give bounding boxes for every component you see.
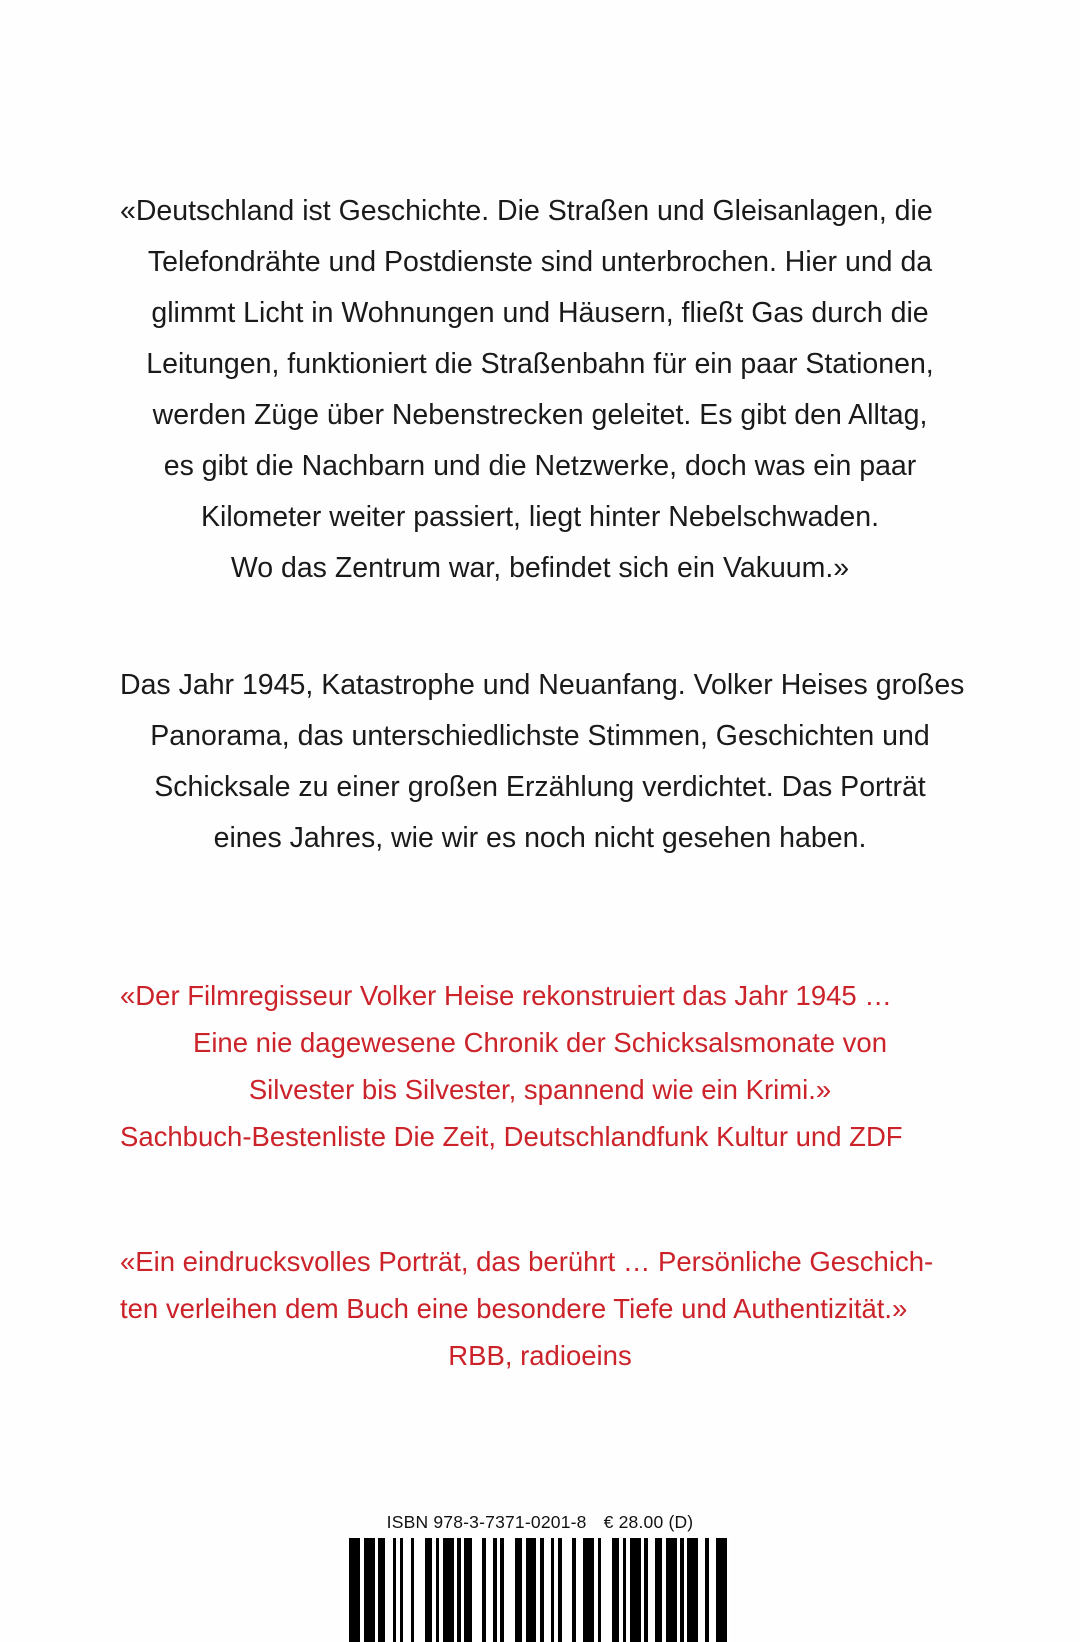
press-quote-line: «Der Filmregisseur Volker Heise rekonstruiert das Jahr 1945 … bbox=[120, 980, 892, 1011]
press-quote-line: Eine nie dagewesene Chronik der Schicksalsmonate von bbox=[192, 1027, 887, 1058]
blurb-description-line: Schicksale zu einer großen Erzählung verdichtet. Das Porträt bbox=[154, 771, 926, 803]
press-source-1: Sachbuch-Bestenliste Die Zeit, Deutschlandfunk Kultur und ZDF bbox=[120, 1121, 903, 1152]
price-label: € 28.00 (D) bbox=[603, 1512, 694, 1532]
press-quote-line: «Ein eindrucksvolles Porträt, das berührt … Persönliche Geschich- bbox=[120, 1246, 934, 1277]
isbn-number: ISBN 978-3-7371-0201-8 bbox=[386, 1512, 587, 1532]
press-quote-line: Silvester bis Silvester, spannend wie ein Krimi.» bbox=[248, 1074, 832, 1105]
blurb-quote-line: «Deutschland ist Geschichte. Die Straßen und Gleisanlagen, die bbox=[120, 195, 933, 227]
blurb-quote bbox=[120, 186, 960, 594]
blurb-quote-line: glimmt Licht in Wohnungen und Häusern, fließt Gas durch die bbox=[151, 297, 929, 329]
blurb-description bbox=[120, 660, 965, 864]
blurb-quote-line: Kilometer weiter passiert, liegt hinter Nebelschwaden. bbox=[201, 501, 879, 533]
cover-content bbox=[120, 0, 965, 1379]
blurb-description-line: eines Jahres, wie wir es noch nicht gesehen haben. bbox=[213, 822, 867, 854]
blurb-description-line: Das Jahr 1945, Katastrophe und Neuanfang. Volker Heises großes bbox=[120, 669, 965, 701]
blurb-quote-line: werden Züge über Nebenstrecken geleitet. Es gibt den Alltag, bbox=[152, 399, 928, 431]
press-quote-1 bbox=[120, 972, 960, 1113]
blurb-quote-line: Leitungen, funktioniert die Straßenbahn für ein paar Stationen, bbox=[146, 348, 934, 380]
press-quote-line: ten verleihen dem Buch eine besondere Tiefe und Authentizität.» bbox=[120, 1293, 908, 1324]
blurb-quote-line: Telefondrähte und Postdienste sind unterbrochen. Hier und da bbox=[147, 246, 933, 278]
blurb-quote-line: es gibt die Nachbarn und die Netzwerke, doch was ein paar bbox=[163, 450, 917, 482]
barcode-footer bbox=[0, 1512, 1080, 1642]
blurb-description-line: Panorama, das unterschiedlichste Stimmen, Geschichten und bbox=[150, 720, 930, 752]
press-source-2: RBB, radioeins bbox=[448, 1340, 632, 1371]
isbn-barcode bbox=[349, 1538, 730, 1642]
press-quote-2 bbox=[120, 1238, 960, 1332]
blurb-quote-line: Wo das Zentrum war, befindet sich ein Vakuum.» bbox=[230, 552, 850, 584]
isbn-line bbox=[387, 1512, 694, 1533]
